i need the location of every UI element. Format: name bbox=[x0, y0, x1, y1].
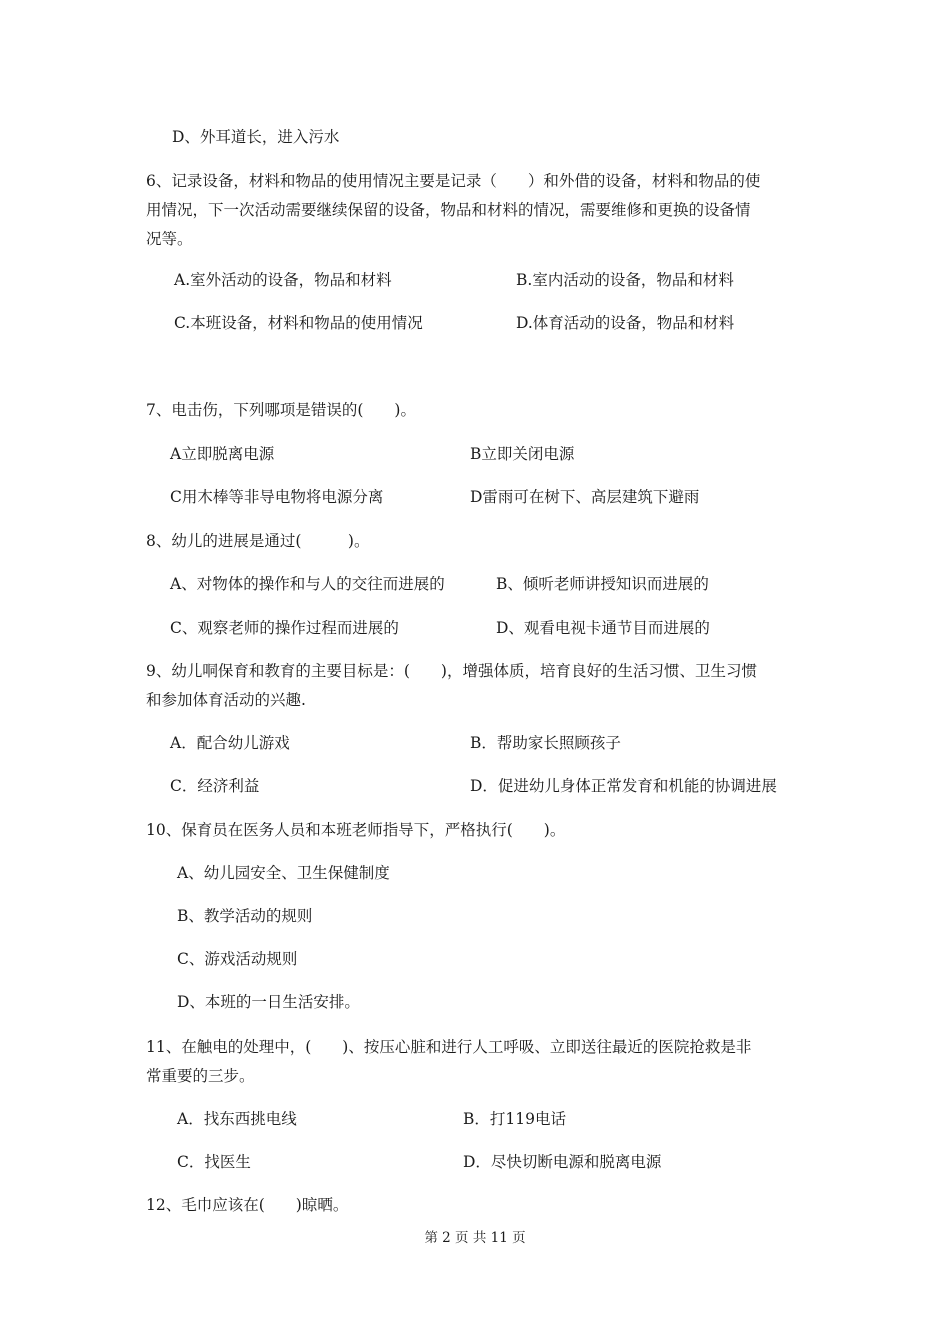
question-8-stem: 8、幼儿的进展是通过( )。 bbox=[146, 532, 370, 550]
question-8-option-c: C、观察老师的操作过程而进展的 bbox=[170, 619, 399, 637]
question-11-option-a: A．找东西挑电线 bbox=[177, 1110, 297, 1128]
question-10-option-a: A、幼儿园安全、卫生保健制度 bbox=[177, 864, 390, 882]
question-10-option-d: D、本班的一日生活安排。 bbox=[177, 993, 360, 1011]
question-10-option-c: C、游戏活动规则 bbox=[177, 950, 298, 968]
question-8-option-b: B、倾听老师讲授知识而进展的 bbox=[496, 575, 709, 593]
question-12-stem: 12、毛巾应该在( )晾晒。 bbox=[146, 1196, 349, 1214]
question-10-stem: 10、保育员在医务人员和本班老师指导下，严格执行( )。 bbox=[146, 821, 566, 839]
question-9-option-c: C．经济利益 bbox=[170, 777, 260, 795]
question-10-option-b: B、教学活动的规则 bbox=[177, 907, 313, 925]
question-9-stem-line-2: 和参加体育活动的兴趣. bbox=[146, 691, 306, 709]
question-9-option-b: B．帮助家长照顾孩子 bbox=[470, 734, 621, 752]
question-7-option-a: A立即脱离电源 bbox=[170, 445, 275, 463]
question-8-option-a: A、对物体的操作和与人的交往而进展的 bbox=[170, 575, 445, 593]
question-11-option-d: D．尽快切断电源和脱离电源 bbox=[463, 1153, 662, 1171]
question-9-stem-line-1: 9、幼儿哃保育和教育的主要目标是：( )，增强体质，培育良好的生活习惯、卫生习惯 bbox=[146, 662, 757, 680]
question-9-option-a: A．配合幼儿游戏 bbox=[170, 734, 290, 752]
question-6-stem-line-3: 况等。 bbox=[146, 230, 193, 248]
question-5-option-d: D、外耳道长，进入污水 bbox=[172, 128, 340, 146]
question-11-stem-line-2: 常重要的三步。 bbox=[146, 1067, 255, 1085]
question-8-option-d: D、观看电视卡通节目而进展的 bbox=[496, 619, 710, 637]
question-6-option-a: A.室外活动的设备，物品和材料 bbox=[174, 271, 392, 289]
question-9-option-d: D．促进幼儿身体正常发育和机能的协调进展 bbox=[470, 777, 777, 795]
question-7-option-b: B立即关闭电源 bbox=[470, 445, 575, 463]
question-11-option-c: C．找医生 bbox=[177, 1153, 251, 1171]
question-6-stem-line-1: 6、记录设备，材料和物品的使用情况主要是记录（ ）和外借的设备，材料和物品的使 bbox=[146, 172, 761, 190]
question-6-option-c: C.本班设备，材料和物品的使用情况 bbox=[174, 314, 423, 332]
question-11-stem-line-1: 11、在触电的处理中，( )、按压心脏和进行人工呼吸、立即送往最近的医院抢救是非 bbox=[146, 1038, 752, 1056]
page-number-footer: 第 2 页 共 11 页 bbox=[424, 1230, 526, 1246]
question-7-option-d: D雷雨可在树下、高层建筑下避雨 bbox=[470, 488, 700, 506]
question-6-stem-line-2: 用情况，下一次活动需要继续保留的设备，物品和材料的情况，需要维修和更换的设备情 bbox=[146, 201, 751, 219]
question-11-option-b: B．打119电话 bbox=[463, 1110, 566, 1128]
question-7-option-c: C用木棒等非导电物将电源分离 bbox=[170, 488, 384, 506]
question-7-stem: 7、电击伤，下列哪项是错误的( )。 bbox=[146, 401, 416, 419]
question-6-option-d: D.体育活动的设备，物品和材料 bbox=[516, 314, 735, 332]
question-6-option-b: B.室内活动的设备，物品和材料 bbox=[516, 271, 734, 289]
